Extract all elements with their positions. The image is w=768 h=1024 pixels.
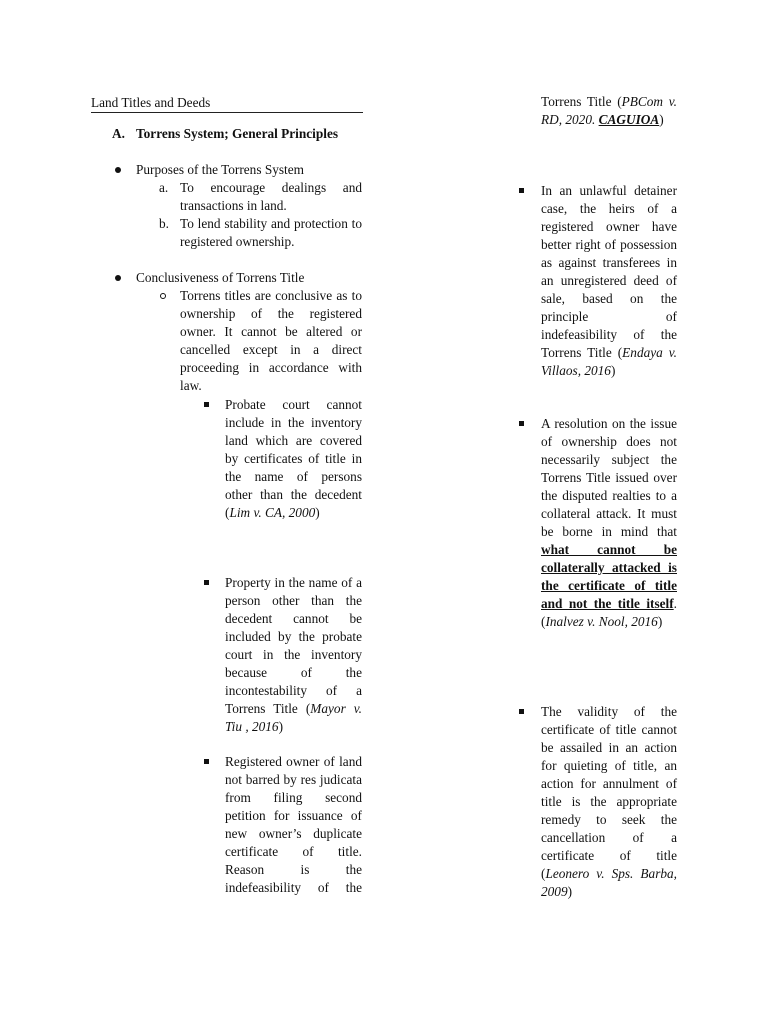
disc-bullet (115, 275, 121, 281)
purpose-item-b: To lend stability and protection to registered ownership. (180, 216, 362, 249)
document-header-title: Land Titles and Deeds (91, 95, 211, 110)
square-bullet (519, 421, 524, 426)
purpose-item-a: To encourage dealings and transactions in land. (180, 180, 362, 213)
case-text: In an unlawful detainer case, the heirs of a registered owner have better right of possession as against transferees in an unregistered deed of sale, based on the principle of indefeasibility of the Torrens Title ( (541, 183, 677, 360)
case-text: Probate court cannot include in the inventory land which are covered by certificates of title in the name of persons other than the decedent ( (225, 397, 362, 520)
case-leonero-v-barba (541, 703, 677, 901)
case-citation: Mayor v. Tiu , 2016 (225, 701, 363, 734)
square-bullet (519, 709, 524, 714)
square-bullet (204, 402, 209, 407)
case-close: ) (567, 884, 573, 899)
case-mayor-v-tiu (225, 574, 362, 736)
case-citation: Lim v. CA, 2000 (229, 505, 316, 520)
case-duplicate-title (225, 753, 362, 897)
square-bullet (204, 759, 209, 764)
case-citation: Inalvez v. Nool, 2016 (545, 614, 658, 629)
case-citation: PBCom v. RD, 2020. (541, 94, 677, 127)
purposes-heading: Purposes of the Torrens System (136, 162, 304, 177)
case-text: A resolution on the issue of ownership does not necessarily subject the Torrens Title issued over the disputed realties to a collateral attack. It must be borne in mind that (541, 416, 677, 539)
case-text: The validity of the certificate of title cannot be assailed in an action for quieting of title, an action for annulment of title is the appropriate remedy to seek the cancellation of a certificate of title ( (541, 704, 677, 881)
circle-bullet (160, 293, 166, 299)
case-endaya-v-villaos (541, 182, 677, 380)
case-close: ) (659, 112, 664, 127)
case-close: ) (657, 614, 663, 629)
square-bullet (519, 188, 524, 193)
case-close: ) (610, 363, 616, 378)
case-close: ) (315, 505, 320, 520)
disc-bullet (115, 167, 121, 173)
conclusiveness-heading: Conclusiveness of Torrens Title (136, 270, 305, 285)
case-citation: Endaya v. Villaos, 2016 (541, 345, 677, 378)
case-text: Registered owner of land not barred by res judicata from filing second petition for issuance of new owner’s duplicate certificate of title. Reason is the indefeasibility of the (225, 754, 362, 895)
continuation-pbcom (541, 93, 677, 129)
conclusiveness-text: Torrens titles are conclusive as to ownership of the registered owner. It cannot be altered or cancelled except in a direct proceeding in accordance with law. (180, 288, 362, 393)
case-lim-v-ca (225, 396, 362, 522)
case-text: Property in the name of a person other than the decedent cannot be included by the probate court in the inventory because of the incontestability of a Torrens Title ( (225, 575, 362, 716)
case-inalvez-v-nool (541, 415, 677, 631)
ponente-name: CAGUIOA (598, 112, 660, 127)
list-marker-a: a. (159, 180, 169, 195)
case-citation: Leonero v. Sps. Barba, 2009 (541, 866, 677, 899)
section-letter: A. (112, 126, 125, 141)
square-bullet (204, 580, 209, 585)
header-rule (91, 112, 363, 113)
emphasized-doctrine: what cannot be collaterally attacked is the certificate of title and not the title itself (541, 542, 677, 611)
continuation-text: Torrens Title ( (541, 94, 622, 109)
case-close: ) (278, 719, 284, 734)
section-title: Torrens System; General Principles (136, 126, 339, 141)
case-after: . ( (541, 596, 677, 629)
list-marker-b: b. (159, 216, 169, 231)
